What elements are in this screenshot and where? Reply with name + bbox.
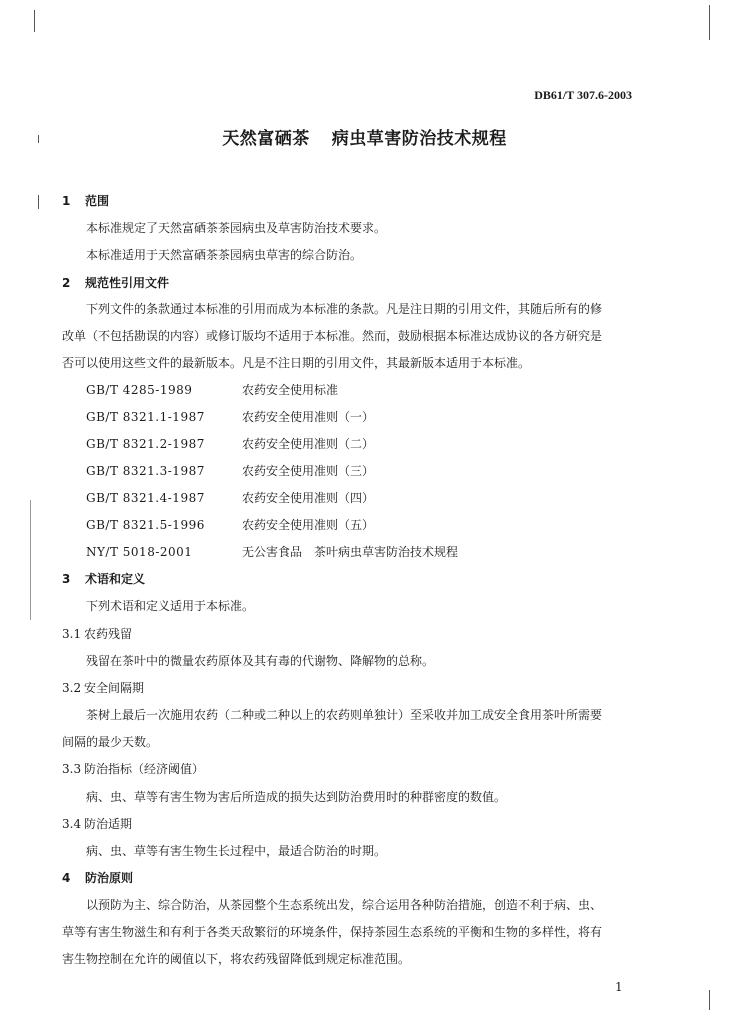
paragraph-line: 草等有害生物滋生和有利于各类天敌繁衍的环境条件，保持茶园生态系统的平衡和生物的多样性，将有 bbox=[62, 925, 603, 939]
paragraph: 本标准适用于天然富硒茶茶园病虫草害的综合防治。 bbox=[86, 248, 363, 262]
subsection-heading: 3.1 农药残留 bbox=[62, 627, 133, 641]
paragraph-line: 以预防为主、综合防治，从茶园整个生态系统出发，综合运用各种防治措施，创造不利于病、虫、 bbox=[86, 898, 603, 912]
standard-code: DB61/T 307.6-2003 bbox=[534, 88, 632, 102]
paragraph-line: 改单（不包括勘误的内容）或修订版均不适用于本标准。然而，鼓励根据本标准达成协议的各方研究是 bbox=[62, 329, 603, 343]
paragraph-line: 否可以使用这些文件的最新版本。凡是不注日期的引用文件，其最新版本适用于本标准。 bbox=[62, 356, 531, 370]
title-part-1: 天然富硒茶 bbox=[222, 129, 310, 149]
section-heading: 4 防治原则 bbox=[62, 871, 134, 885]
paragraph-line: 害生物控制在允许的阈值以下，将农药残留降低到规定标准范围。 bbox=[62, 952, 411, 966]
scan-mark bbox=[38, 195, 39, 209]
paragraph-line: 间隔的最少天数。 bbox=[62, 735, 159, 749]
subsection-heading: 3.3 防治指标（经济阈值） bbox=[62, 762, 205, 776]
paragraph: 病、虫、草等有害生物生长过程中，最适合防治的时期。 bbox=[86, 844, 387, 858]
page-number: 1 bbox=[615, 980, 623, 994]
paragraph: 病、虫、草等有害生物为害后所造成的损失达到防治费用时的种群密度的数值。 bbox=[86, 790, 507, 804]
paragraph-line: 茶树上最后一次施用农药（二种或二种以上的农药则单独计）至采收并加工成安全食用茶叶所需要 bbox=[86, 708, 603, 722]
paragraph: 本标准规定了天然富硒茶茶园病虫及草害防治技术要求。 bbox=[86, 221, 387, 235]
paragraph: 下列术语和定义适用于本标准。 bbox=[86, 599, 255, 613]
paragraph: 残留在茶叶中的微量农药原体及其有毒的代谢物、降解物的总称。 bbox=[86, 654, 435, 668]
reference-item: GB/T 8321.5-1996 农药安全使用准则（五） bbox=[86, 518, 375, 532]
section-heading: 3 术语和定义 bbox=[62, 572, 146, 586]
reference-item: NY/T 5018-2001 无公害食品 茶叶病虫草害防治技术规程 bbox=[86, 545, 459, 559]
reference-item: GB/T 4285-1989 农药安全使用标准 bbox=[86, 383, 339, 397]
paragraph-line: 下列文件的条款通过本标准的引用而成为本标准的条款。凡是注日期的引用文件，其随后所有的修 bbox=[86, 302, 603, 316]
subsection-heading: 3.2 安全间隔期 bbox=[62, 681, 145, 695]
reference-item: GB/T 8321.3-1987 农药安全使用准则（三） bbox=[86, 464, 375, 478]
scan-mark bbox=[709, 990, 710, 1010]
reference-item: GB/T 8321.4-1987 农药安全使用准则（四） bbox=[86, 491, 375, 505]
scan-mark bbox=[34, 10, 35, 32]
scan-mark bbox=[30, 500, 31, 620]
section-heading: 2 规范性引用文件 bbox=[62, 276, 170, 290]
reference-item: GB/T 8321.1-1987 农药安全使用准则（一） bbox=[86, 410, 375, 424]
document-title bbox=[0, 124, 729, 149]
title-part-2: 病虫草害防治技术规程 bbox=[331, 129, 507, 149]
subsection-heading: 3.4 防治适期 bbox=[62, 817, 133, 831]
section-heading: 1 范围 bbox=[62, 194, 110, 208]
reference-item: GB/T 8321.2-1987 农药安全使用准则（二） bbox=[86, 437, 375, 451]
scan-mark bbox=[709, 5, 710, 40]
